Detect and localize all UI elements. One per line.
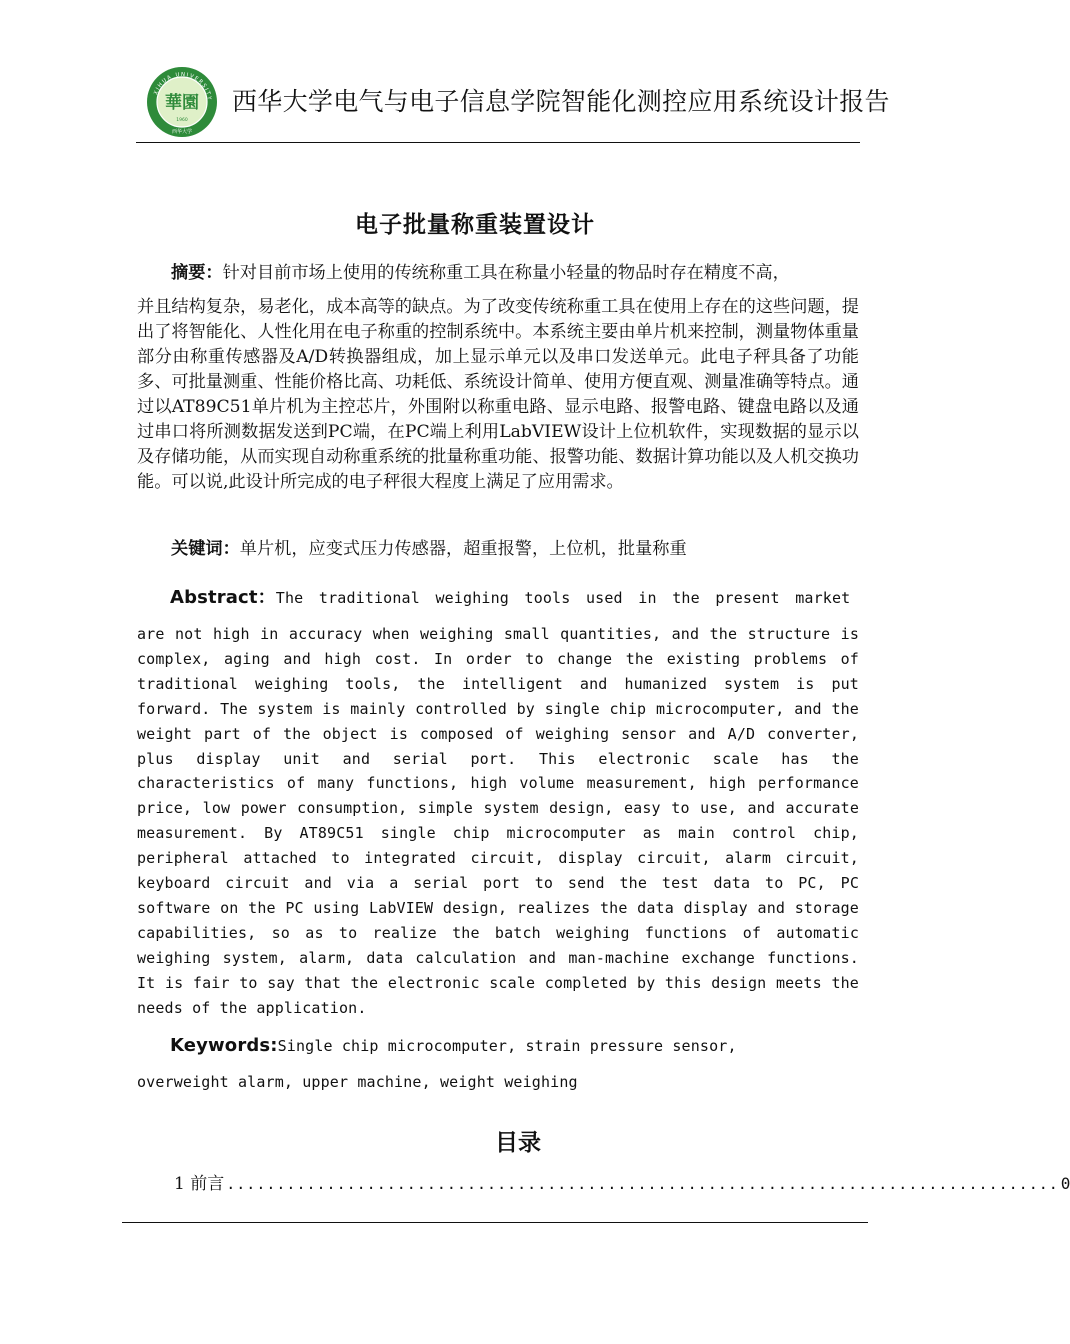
toc-entry-leader: ................................................................................... <box>226 1175 1059 1193</box>
abstract-cn-label: 摘要： <box>171 263 223 283</box>
abstract-cn <box>137 261 859 495</box>
toc-entry-label: 1 前言 <box>174 1174 225 1194</box>
header-divider <box>136 142 860 143</box>
footer-divider <box>122 1222 868 1223</box>
abstract-en <box>137 586 859 1021</box>
abstract-cn-first-line: 针对目前市场上使用的传统称重工具在称量小轻量的物品时存在精度不高， <box>222 263 790 283</box>
abstract-cn-body: 并且结构复杂，易老化，成本高等的缺点。为了改变传统称重工具在使用上存在的这些问题，提出了将智能化、人性化用在电子称重的控制系统中。本系统主要由单片机来控制，测量物体重量部分由称重传感器及A/D转换器组成，加上显示单元以及串口发送单元。此电子秤具备了功能多、可批量测重、性能价格比高、功耗低、系统设计简单、使用方便直观、测量准确等特点。通过以AT89C51单片机为主控芯片，外围附以称重电路、显示电路、报警电路、键盘电路以及通过串口将所测数据发送到PC端，在PC端上利用LabVIEW设计上位机软件，实现数据的显示以及存储功能，从而实现自动称重系统的批量称重功能、报警功能、数据计算功能以及人机交换功能。可以说,此设计所完成的电子秤很大程度上满足了应用需求。 <box>137 297 859 492</box>
keywords-en-rest: overweight alarm, upper machine, weight weighing <box>137 1073 578 1091</box>
abstract-en-label: Abstract： <box>170 587 276 608</box>
keywords-en <box>137 1034 859 1095</box>
abstract-en-body: are not high in accuracy when weighing small quantities, and the structure is complex, aging and high cost. In order to change the existing problems of traditional weighing tools, the intelligent and humanized system is put forward. The system is mainly controlled by single chip microcomputer, and the weight part of the object is composed of weighing sensor and A/D converter, plus display unit and serial port. This electronic scale has the characteristics of many functions, high volume measurement, high performance price, low power consumption, simple system design, easy to use, and accurate measurement. By AT89C51 single chip microcomputer as main control chip, peripheral attached to integrated circuit, display circuit, alarm circuit, keyboard circuit and via a serial port to send the test data to PC, PC software on the PC using LabVIEW design, realizes the data display and storage capabilities, so as to realize the batch weighing functions of automatic weighing system, alarm, data calculation and man-machine exchange functions. It is fair to say that the electronic scale completed by this design meets the needs of the application. <box>137 625 859 1017</box>
abstract-en-first-line: The traditional weighing tools used in the present market <box>275 589 851 607</box>
header-title: 西华大学电气与电子信息学院智能化测控应用系统设计报告 <box>232 87 890 116</box>
keywords-cn-label: 关键词： <box>171 539 240 559</box>
logo-year: 1960 <box>176 118 188 123</box>
document-title: 电子批量称重装置设计 <box>355 211 595 238</box>
keywords-en-label: Keywords: <box>170 1035 278 1056</box>
toc-title: 目录 <box>495 1129 541 1156</box>
page-header <box>136 62 890 142</box>
toc-entry-page: 0 <box>1060 1174 1070 1193</box>
keywords-cn-text: 单片机，应变式压力传感器，超重报警，上位机，批量称重 <box>239 539 687 559</box>
keywords-en-first-line: Single chip microcomputer, strain pressure sensor, <box>277 1037 737 1055</box>
logo-center-text: 華園 <box>165 93 199 113</box>
keywords-cn <box>137 537 859 562</box>
logo-bottom-text: 西华大学 <box>171 129 193 135</box>
logo-ring-text: XIHUA UNIVERSITY <box>153 71 213 102</box>
university-logo <box>146 66 218 138</box>
toc-entry[interactable] <box>174 1169 1070 1195</box>
